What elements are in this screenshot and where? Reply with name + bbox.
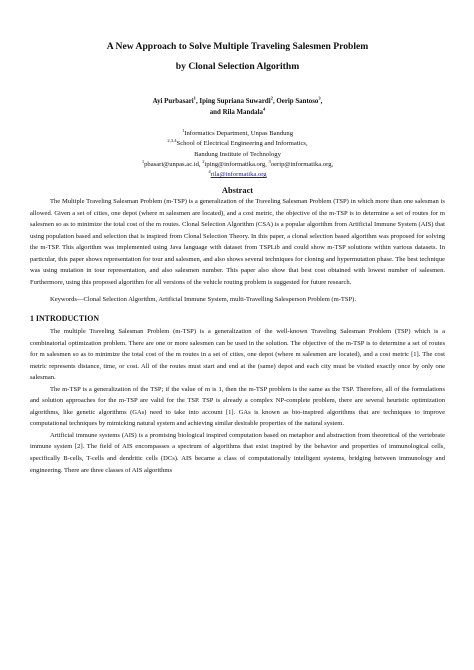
intro-paragraph-3: Artificial immune systems (AIS) is a promising biological inspired computation based on metaphor and abstraction from theoretical of the vertebrate immune system [2]. The field of AIS encompasses a spectrum of algorithms that exist inspired by the behavior and properties of immunological cells, specifically B-cells, T-cells and dendritic cells (DCs). AIS became a class of computationally intelligent systems, bridging between immunology and engineering. There are three classes of AIS algorithms xyxy=(30,431,445,474)
author-list xyxy=(30,97,445,118)
affil-1-sup: 1 xyxy=(181,127,185,133)
email-2: iping@informatika.org, xyxy=(204,160,269,168)
author-3-sup: 3 xyxy=(318,95,321,101)
affil-line-2: School of Electrical Engineering and Informatics, xyxy=(176,140,308,148)
abstract-heading: Abstract xyxy=(221,186,254,196)
email-3: oerip@informatika.org, xyxy=(270,160,334,168)
intro-paragraph-1: The multiple Traveling Salesman Problem (m-TSP) is a generalization of the well-known Traveling Salesman Problem (TSP) which is a combinatorial optimization problem. There are one or more salesmen can be used in the solution. The objective of the m-TSP is to determine a set of routes for m salesmen so as to minimize the total cost of the m routes in a set of cities, one depot (where m salesmen are located), and a cost metric [1]. The cost metric represents distance, time, or cost. All of the routes must start and end at the (same) depot and each city must be visited exactly once by only one salesman. xyxy=(30,327,445,382)
author-1-sup: 1 xyxy=(193,95,196,101)
title-line-1: A New Approach to Solve Multiple Traveling Salesmen Problem xyxy=(106,41,369,52)
author-separator: , xyxy=(320,98,323,105)
affil-line-3: Bandung Institute of Technology xyxy=(194,150,281,158)
email-1-sup: 1 xyxy=(141,158,145,164)
author-4: and Rila Mandala xyxy=(209,108,263,116)
email-1: pbasari@unpas.ac.id, xyxy=(144,160,203,168)
affiliations xyxy=(30,129,445,180)
intro-paragraph-2: The m-TSP is a generalization of the TSP; if the value of m is 1, then the m-TSP problem is the same as the TSP. Therefore, all of the formulations and solution approaches for the m-TSP are valid for the TSP. TSP is already a complex NP-complete problem, there are several heuristic optimization algorithms, like genetic algorithms (GAs) need to take into account [1]. GAs is known as bio-inspired algorithms that are techniques to improve computational techniques by mimicking natural system and achieving similar desirable properties of the natural system. xyxy=(30,385,445,428)
title-line-2: by Clonal Selection Algorithm xyxy=(175,61,300,72)
email-2-sup: 2 xyxy=(202,158,205,164)
affil-line-1: Informatics Department, Unpas Bandung xyxy=(184,130,294,137)
email-4-link[interactable]: rila@informatika.org xyxy=(210,171,267,179)
abstract-text: The Multiple Traveling Salesman Problem (m-TSP) is a generalization of the Traveling Salesman Problem (TSP) in which more than one salesman is allowed. Given a set of cities, one depot (where m salesmen are located), and a cost metric, the objective of the m-TSP is to determine a set of routes for m salesmen so as to minimize the total cost of the m routes. Clonal Selection Algorithm (CSA) is a popular algorithm from Artificial Immune System (AIS) that using population based and selection that is inspired from Clonal Selection Theory. In this paper, a clonal selection based algorithm was proposed for solving the m-TSP. This algorithm was implemented using Java language with dataset from TSPLib and could show m-TSP solutions within various datasets. In particular, this paper shows representation for tour and salesmen, and also shows several techniques for cloning and hypermutation phase. The best technique was using mutation in tour representation, and also salesmen number. This paper also show that best cost obtained with lowest number of salesmen. Furthermore, using this proposed algorithm for all versions of the vehicle routing problem is suggested for future research. xyxy=(30,198,445,286)
email-4-sup: 4 xyxy=(208,169,211,174)
author-2: , Iping Supriana Suwardi xyxy=(195,98,271,105)
keywords: Keywords—Clonal Selection Algorithm, Artificial Immune System, multi-Travelling Salesperson Problem (m-TSP). xyxy=(50,296,356,304)
author-4-sup: 4 xyxy=(262,106,266,112)
author-1: Ayi Purbasari xyxy=(152,98,194,105)
author-2-sup: 2 xyxy=(270,95,273,101)
section-heading-introduction: 1 INTRODUCTION xyxy=(30,313,100,323)
affil-2-sup: 2,3,4 xyxy=(167,138,177,144)
author-3: , Oerip Santoso xyxy=(272,98,319,105)
email-3-sup: 3 xyxy=(268,158,271,164)
paper-title xyxy=(30,0,445,77)
